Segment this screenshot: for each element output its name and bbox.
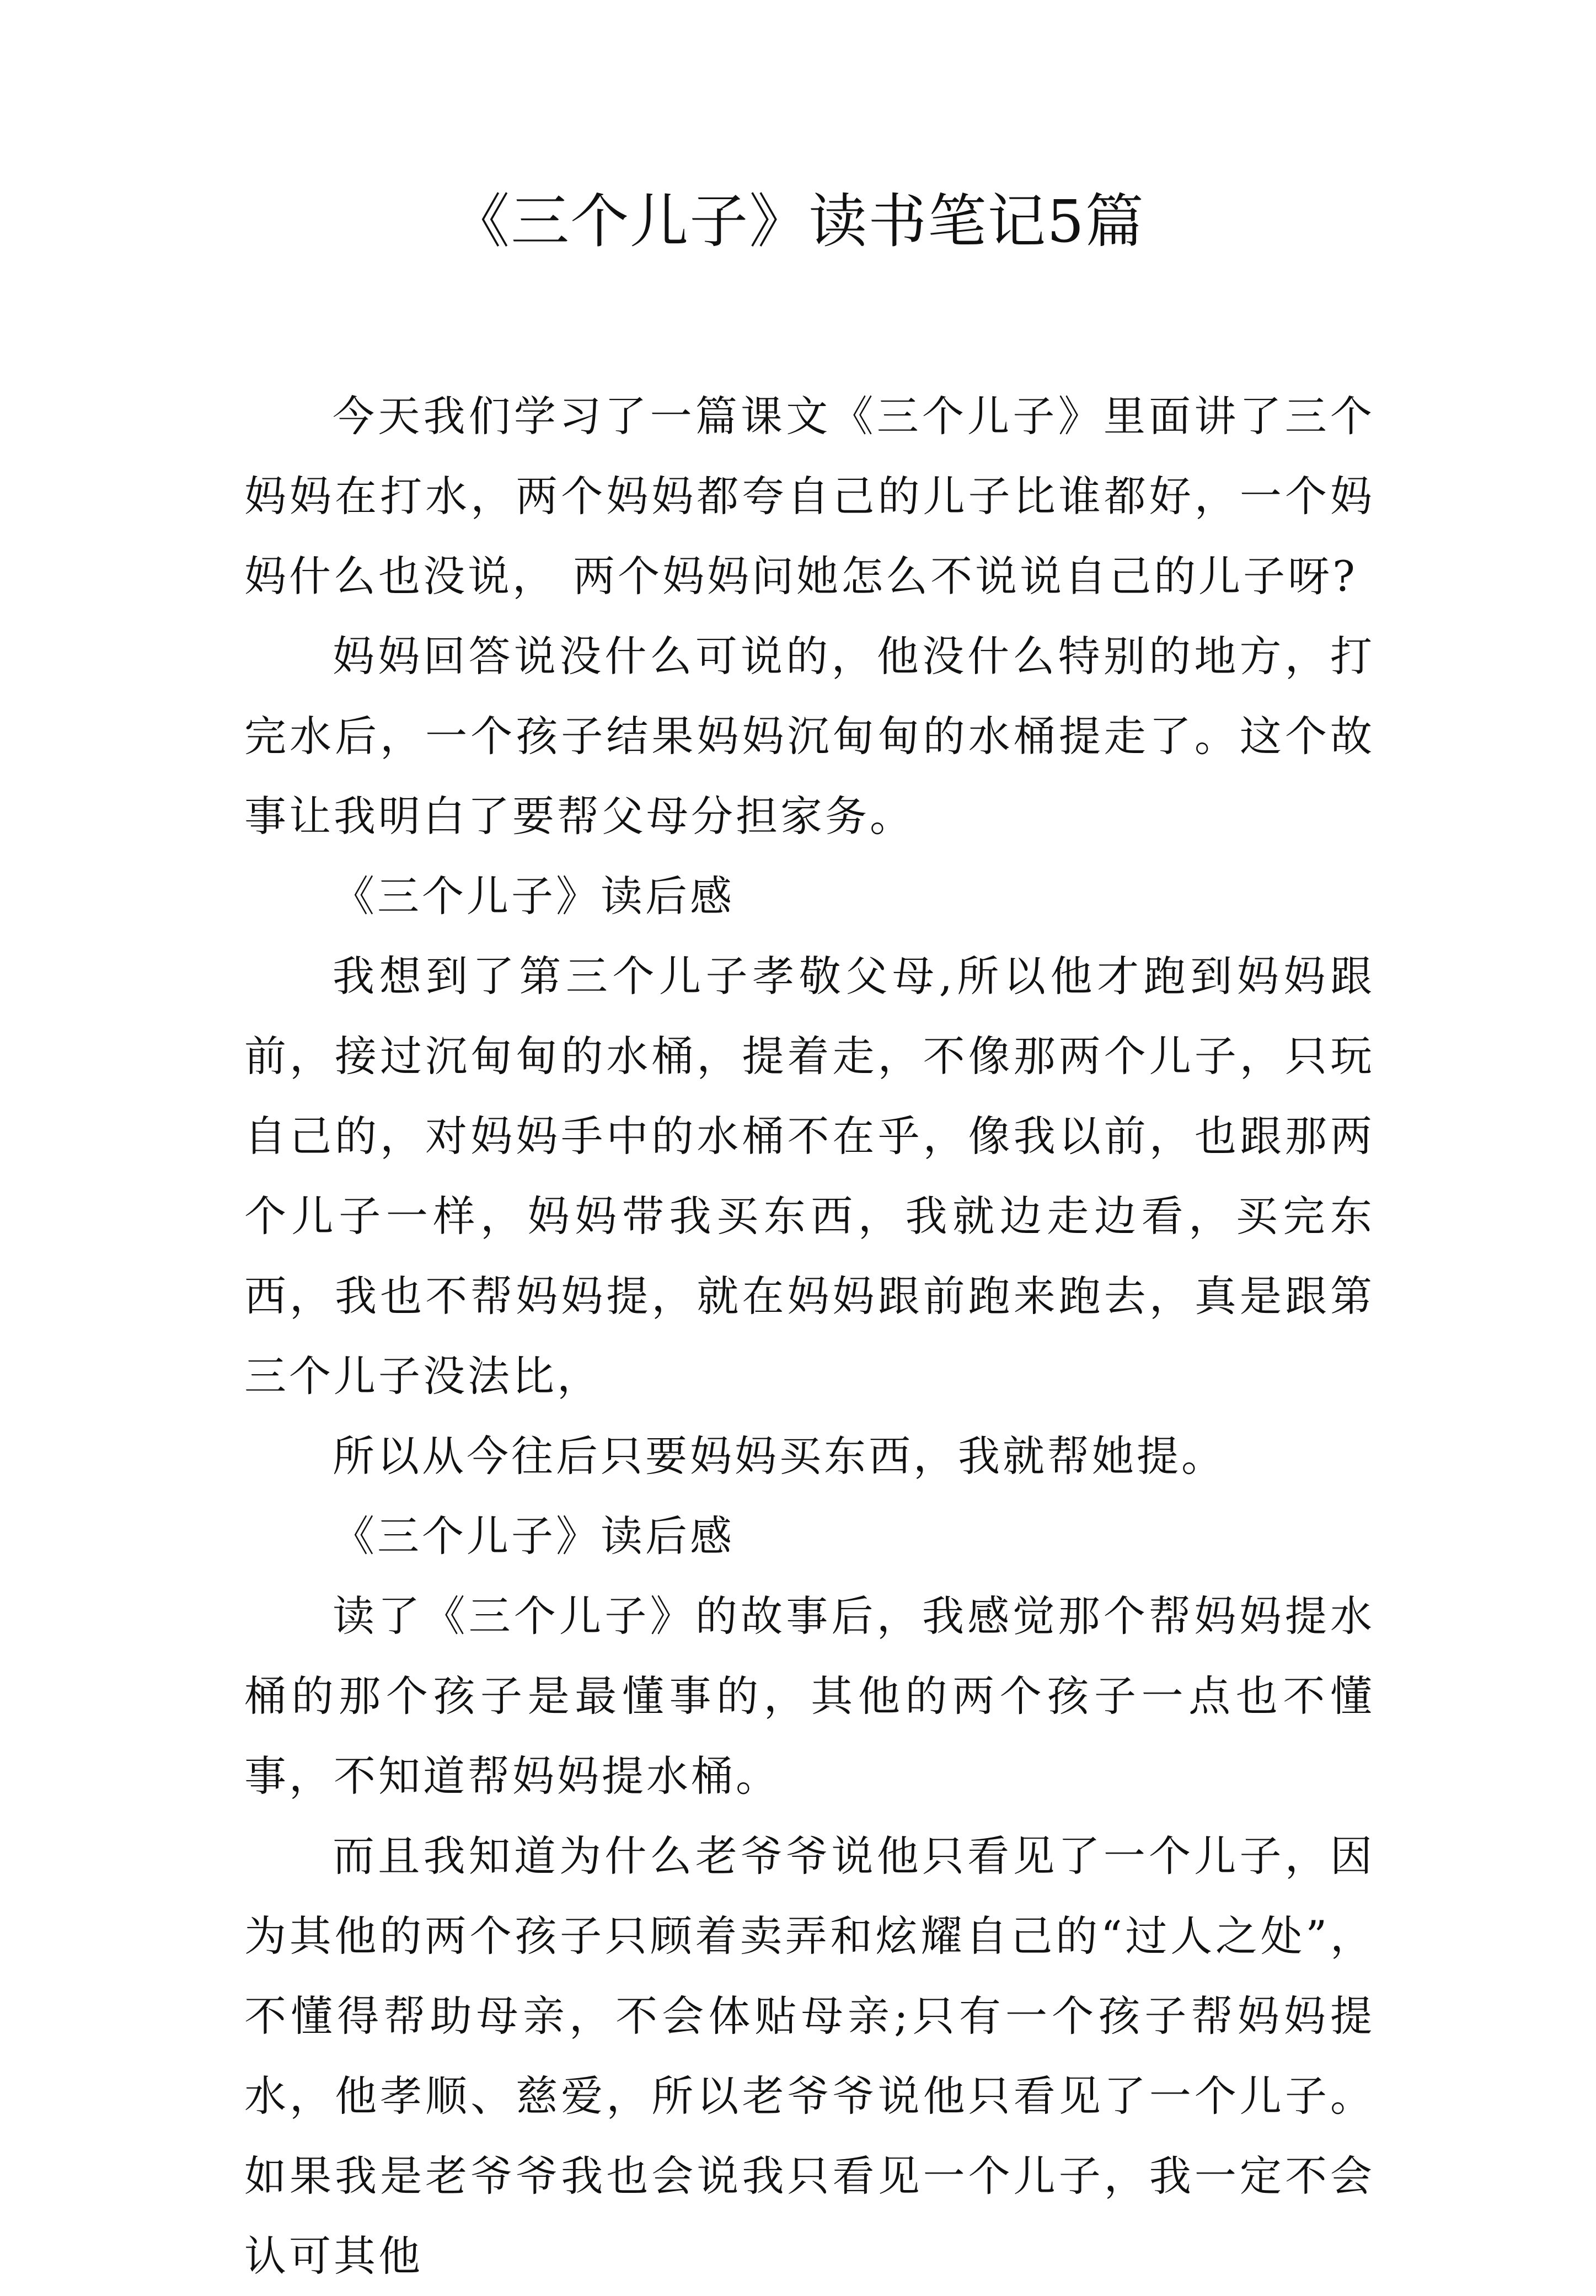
paragraph: 今天我们学习了一篇课文《三个儿子》里面讲了三个妈妈在打水，两个妈妈都夸自己的儿子比谁都好，一个妈妈什么也没说， 两个妈妈问她怎么不说说自己的儿子呀?	[244, 392, 1375, 601]
paragraph: 所以从今往后只要妈妈买东西，我就帮她提。	[333, 1432, 1226, 1481]
document-body	[244, 376, 1375, 2296]
section-heading: 《三个儿子》读后感	[333, 872, 735, 921]
paragraph: 妈妈回答说没什么可说的，他没什么特别的地方，打完水后，一个孩子结果妈妈沉甸甸的水桶提走了。这个故事让我明白了要帮父母分担家务。	[244, 632, 1375, 841]
paragraph: 读了《三个儿子》的故事后，我感觉那个帮妈妈提水桶的那个孩子是最懂事的，其他的两个孩子一点也不懂事，不知道帮妈妈提水桶。	[244, 1592, 1375, 1801]
paragraph: 而且我知道为什么老爷爷说他只看见了一个儿子，因为其他的两个孩子只顾着卖弄和炫耀自己的“过人之处”，不懂得帮助母亲，不会体贴母亲;只有一个孩子帮妈妈提水，他孝顺、慈爱，所以老爷爷说他只看见了一个儿子。如果我是老爷爷我也会说我只看见一个儿子，我一定不会认可其他	[244, 1832, 1375, 2281]
document-title: 《三个儿子》读书笔记5篇	[451, 188, 1145, 255]
paragraph: 我想到了第三个儿子孝敬父母,所以他才跑到妈妈跟前，接过沉甸甸的水桶，提着走，不像那两个儿子，只玩自己的，对妈妈手中的水桶不在乎，像我以前，也跟那两个儿子一样，妈妈带我买东西，我就边走边看，买完东西，我也不帮妈妈提，就在妈妈跟前跑来跑去，真是跟第三个儿子没法比，	[244, 952, 1375, 1401]
section-heading: 《三个儿子》读后感	[333, 1512, 735, 1561]
